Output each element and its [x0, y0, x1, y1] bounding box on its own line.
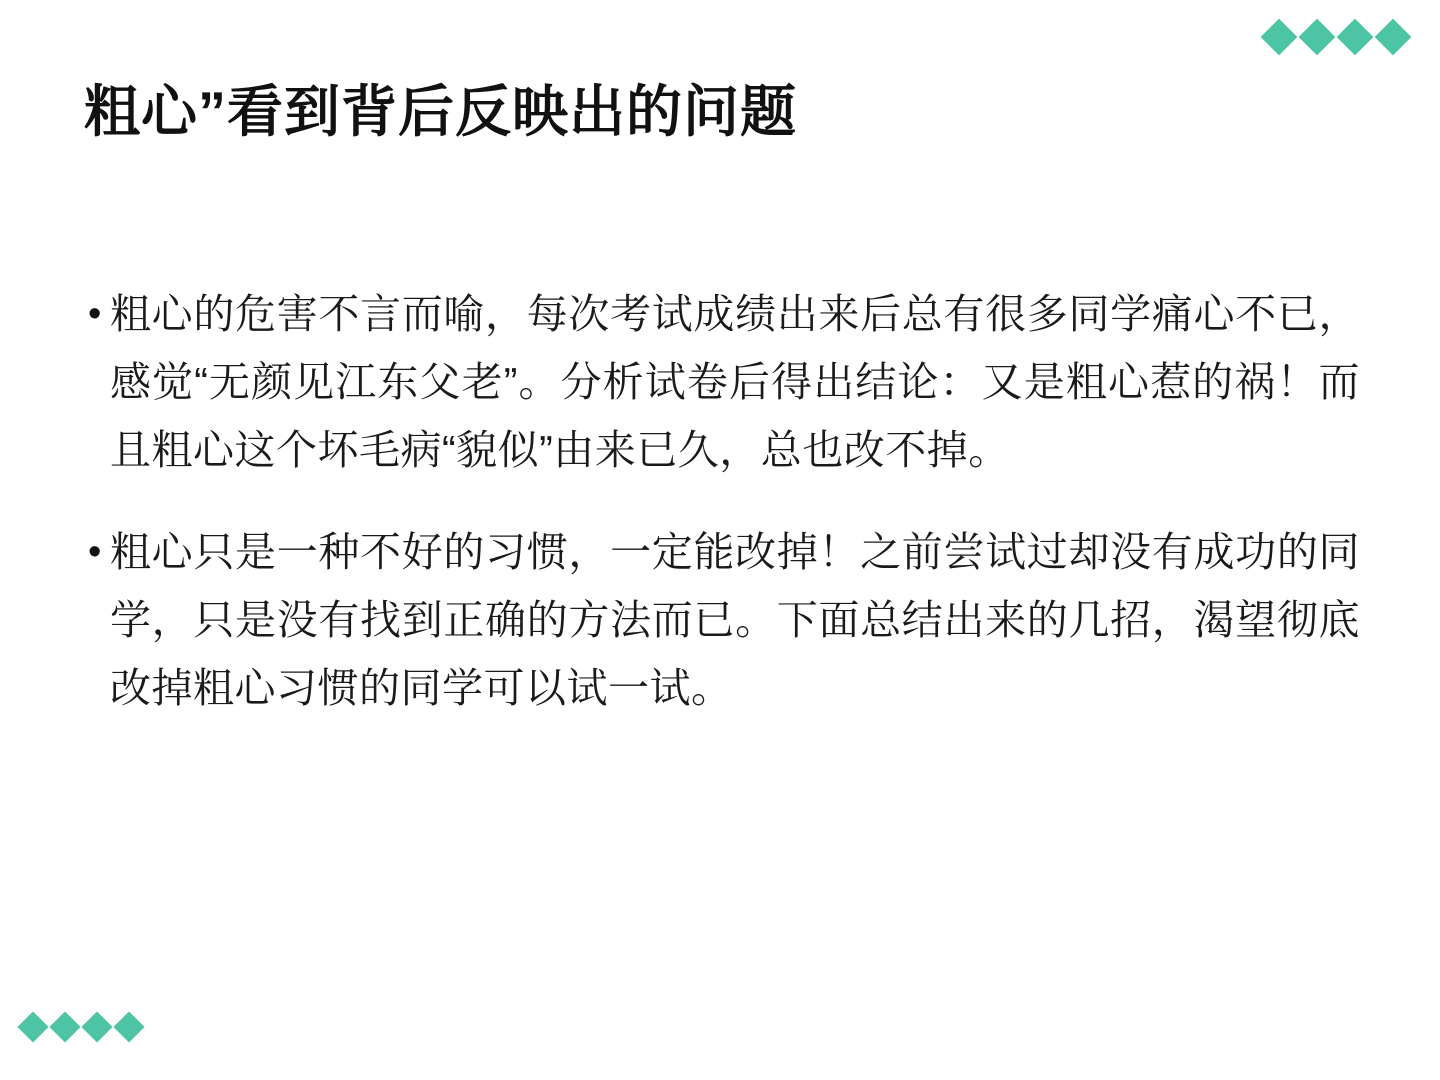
diamond-icon [81, 1011, 112, 1042]
diamond-icon [17, 1011, 48, 1042]
body-content [88, 280, 1360, 722]
decor-diamonds-bottom-left [22, 1016, 140, 1038]
diamond-icon [1261, 19, 1298, 56]
bullet-text: 粗心只是一种不好的习惯，一定能改掉！之前尝试过却没有成功的同学，只是没有找到正确的方法而已。下面总结出来的几招，渴望彻底改掉粗心习惯的同学可以试一试。 [110, 529, 1360, 711]
diamond-icon [1337, 19, 1374, 56]
decor-diamonds-top-right [1266, 24, 1406, 50]
bullet-marker: • [88, 293, 102, 335]
diamond-icon [113, 1011, 144, 1042]
diamond-icon [49, 1011, 80, 1042]
page-title: 粗心”看到背后反映出的问题 [84, 80, 797, 143]
bullet-marker: • [88, 531, 102, 573]
diamond-icon [1299, 19, 1336, 56]
list-item [88, 280, 1360, 484]
diamond-icon [1375, 19, 1412, 56]
list-item [88, 518, 1360, 722]
bullet-text: 粗心的危害不言而喻，每次考试成绩出来后总有很多同学痛心不已，感觉“无颜见江东父老”。分析试卷后得出结论：又是粗心惹的祸！而且粗心这个坏毛病“貌似”由来已久，总也改不掉。 [110, 291, 1360, 473]
